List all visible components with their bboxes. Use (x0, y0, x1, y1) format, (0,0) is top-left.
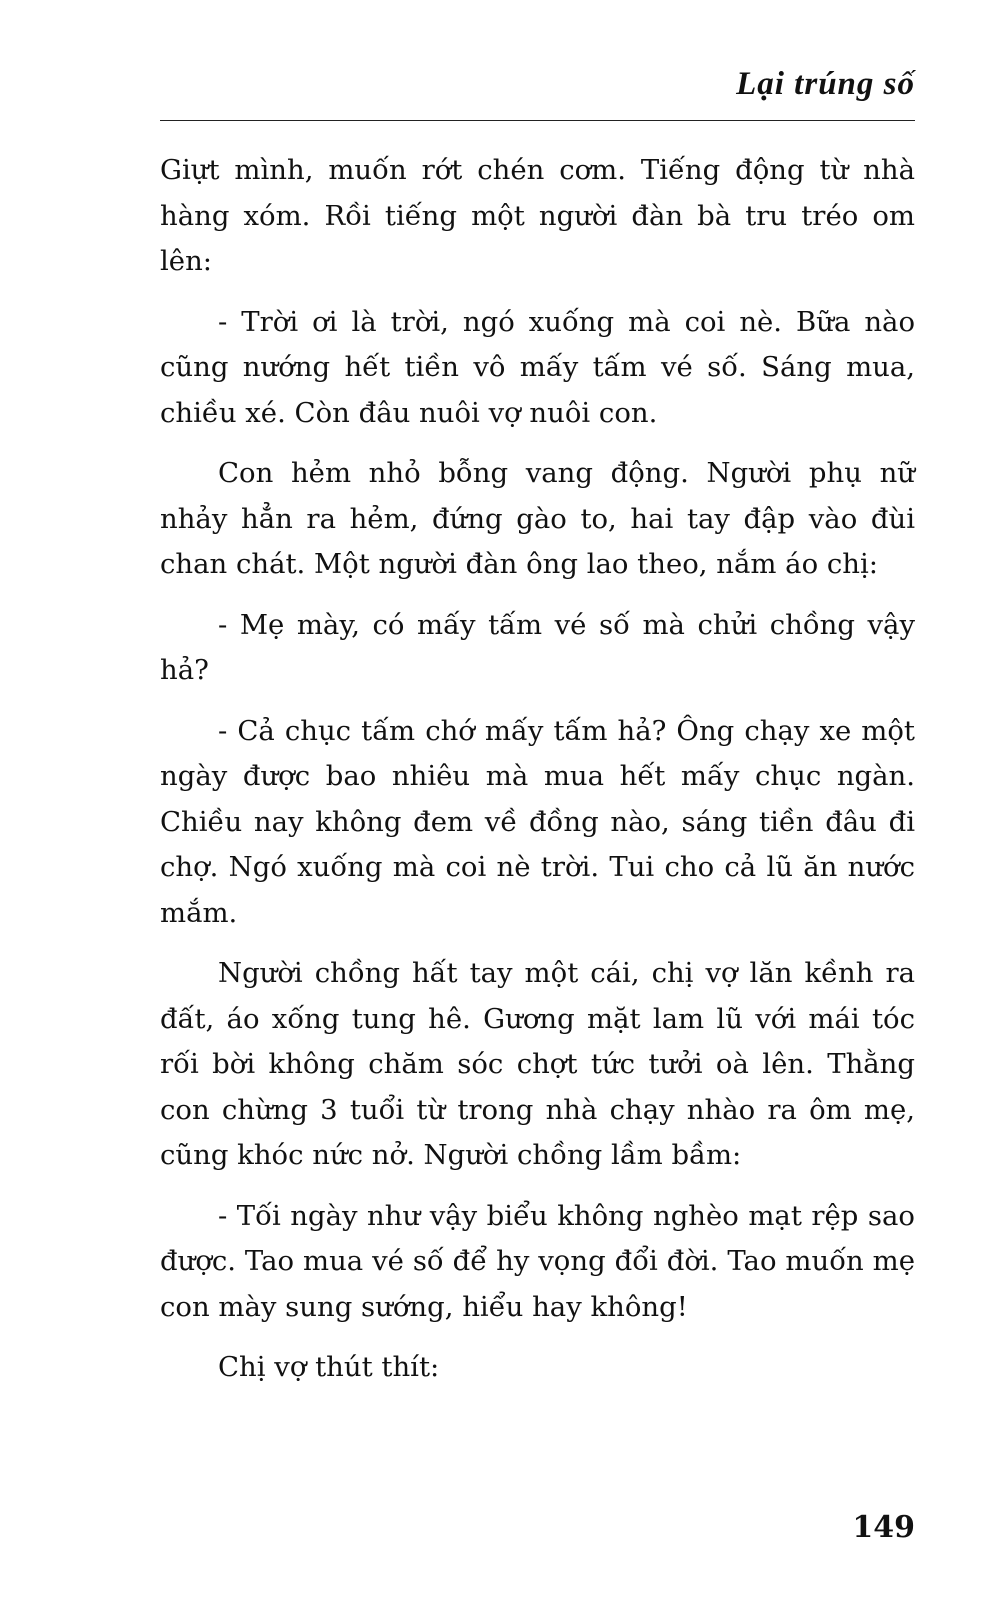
paragraph: Giựt mình, muốn rớt chén cơm. Tiếng động từ nhà hàng xóm. Rồi tiếng một người đàn bà tru tréo om lên: (160, 154, 915, 277)
running-title: Lại trúng số (736, 66, 915, 102)
page-number: 149 (852, 1510, 915, 1545)
page-header (160, 62, 915, 121)
paragraph: - Trời ơi là trời, ngó xuống mà coi nè. Bữa nào cũng nướng hết tiền vô mấy tấm vé số. Sáng mua, chiều xé. Còn đâu nuôi vợ nuôi con. (160, 305, 915, 429)
paragraph: - Mẹ mày, có mấy tấm vé số mà chửi chồng vậy hả? (160, 608, 915, 686)
paragraph: Chị vợ thút thít: (218, 1351, 440, 1383)
paragraph: Con hẻm nhỏ bỗng vang động. Người phụ nữ nhảy hẳn ra hẻm, đứng gào to, hai tay đập vào đùi chan chát. Một người đàn ông lao theo, nắm áo chị: (160, 457, 915, 580)
paragraph: - Tối ngày như vậy biểu không nghèo mạt rệp sao được. Tao mua vé số để hy vọng đổi đời. Tao muốn mẹ con mày sung sướng, hiểu hay không! (160, 1199, 915, 1323)
body-text (160, 148, 915, 1406)
paragraph: Người chồng hất tay một cái, chị vợ lăn kềnh ra đất, áo xống tung hê. Gương mặt lam lũ với mái tóc rối bời không chăm sóc chợt tức tưởi oà lên. Thằng con chừng 3 tuổi từ trong nhà chạy nhào ra ôm mẹ, cũng khóc nức nở. Người chồng lầm bầm: (160, 957, 915, 1171)
paragraph: - Cả chục tấm chớ mấy tấm hả? Ông chạy xe một ngày được bao nhiêu mà mua hết mấy chục ngàn. Chiều nay không đem về đồng nào, sáng tiền đâu đi chợ. Ngó xuống mà coi nè trời. Tui cho cả lũ ăn nước mắm. (160, 714, 915, 929)
